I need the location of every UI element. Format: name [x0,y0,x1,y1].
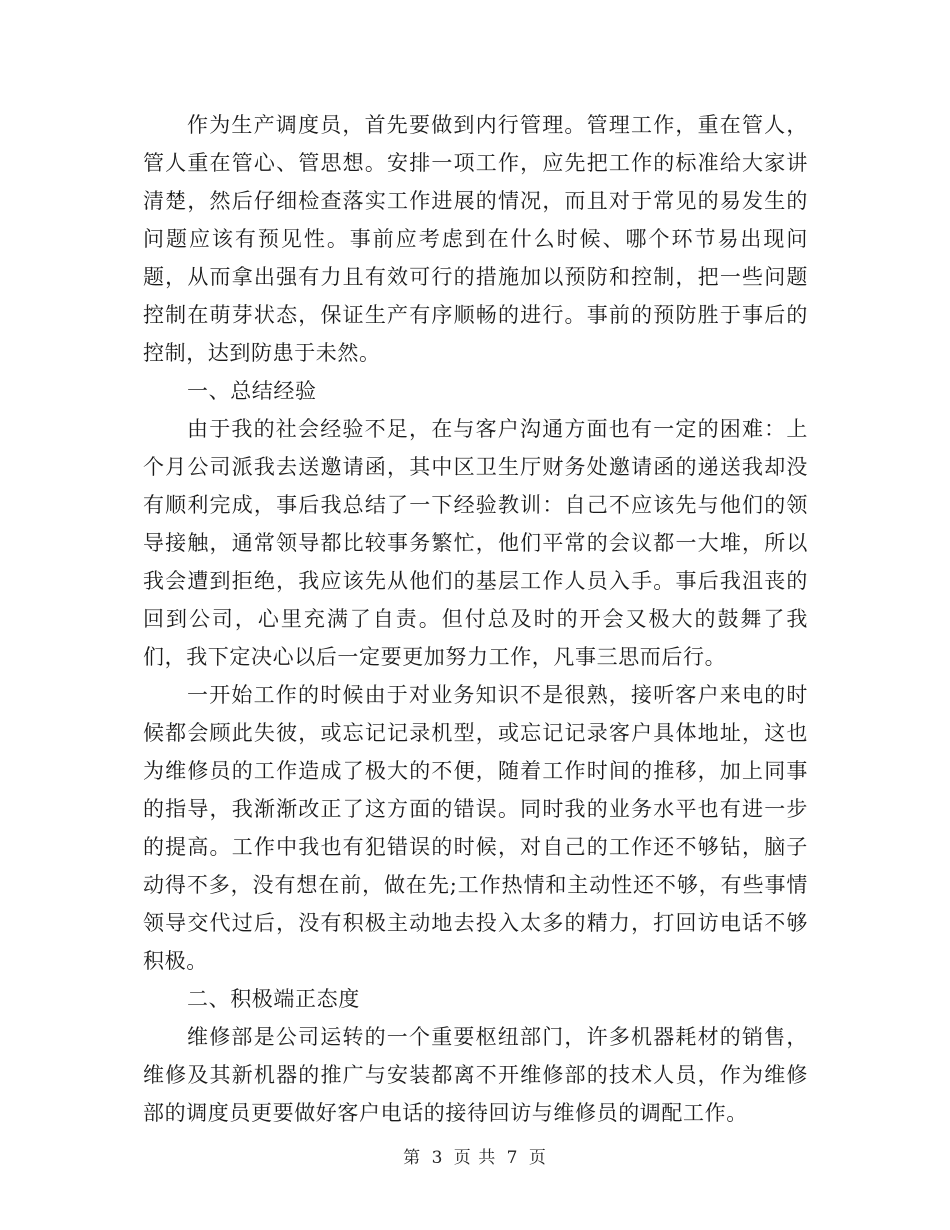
total-pages-number: 7 [506,1148,519,1168]
page-footer [0,1146,950,1170]
document-body [143,106,808,1132]
paragraph: 作为生产调度员，首先要做到内行管理。管理工作，重在管人，管人重在管心、管思想。安排一项工作，应先把工作的标准给大家讲清楚，然后仔细检查落实工作进展的情况，而且对于常见的易发生的问题应该有预见性。事前应考虑到在什么时候、哪个环节易出现问题，从而拿出强有力且有效可行的措施加以预防和控制，把一些问题控制在萌芽状态，保证生产有序顺畅的进行。事前的预防胜于事后的控制，达到防患于未然。 [143,113,808,365]
section-heading: 二、积极端正态度 [187,987,360,1011]
footer-middle: 页 共 [453,1148,497,1168]
section-heading: 一、总结经验 [187,379,317,403]
paragraph: 一开始工作的时候由于对业务知识不是很熟，接听客户来电的时候都会顾此失彼，或忘记记录机型，或忘记记录客户具体地址，这也为维修员的工作造成了极大的不便，随着工作时间的推移，加上同事的指导，我渐渐改正了这方面的错误。同时我的业务水平也有进一步的提高。工作中我也有犯错误的时候，对自己的工作还不够钻，脑子动得不多，没有想在前，做在先;工作热情和主动性还不够，有些事情领导交代过后，没有积极主动地去投入太多的精力，打回访电话不够积极。 [143,683,808,973]
paragraph: 由于我的社会经验不足，在与客户沟通方面也有一定的困难：上个月公司派我去送邀请函，其中区卫生厅财务处邀请函的递送我却没有顺利完成，事后我总结了一下经验教训：自己不应该先与他们的领导接触，通常领导都比较事务繁忙，他们平常的会议都一大堆，所以我会遭到拒绝，我应该先从他们的基层工作人员入手。事后我沮丧的回到公司，心里充满了自责。但付总及时的开会又极大的鼓舞了我们，我下定决心以后一定要更加努力工作，凡事三思而后行。 [143,417,808,669]
current-page-number: 3 [431,1148,444,1168]
paragraph: 维修部是公司运转的一个重要枢纽部门，许多机器耗材的销售，维修及其新机器的推广与安装都离不开维修部的技术人员，作为维修部的调度员更要做好客户电话的接待回访与维修员的调配工作。 [143,1025,808,1125]
footer-suffix: 页 [528,1148,547,1168]
footer-prefix: 第 [403,1148,422,1168]
